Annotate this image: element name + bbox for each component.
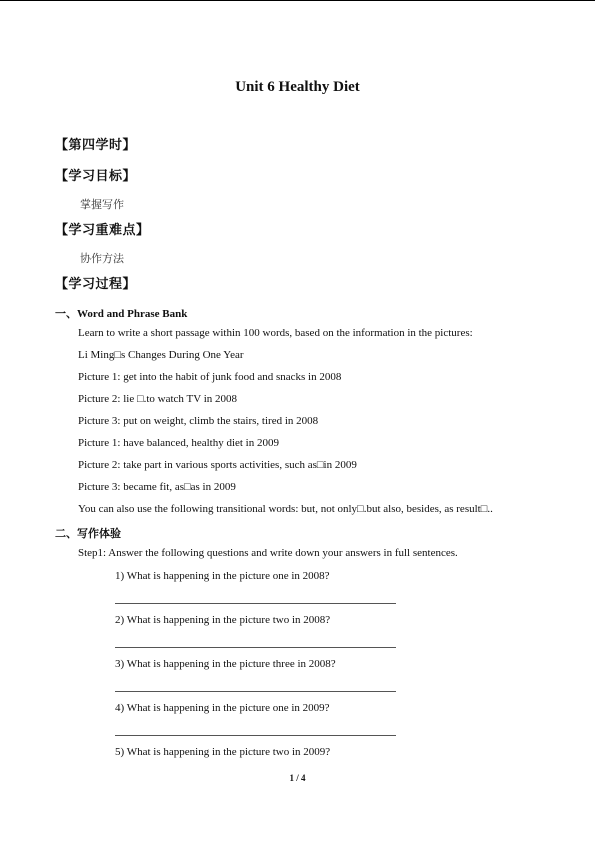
bank-line: Picture 1: have balanced, healthy diet in 2009 [78, 437, 279, 449]
bank-line: Picture 3: became fit, as□as in 2009 [78, 481, 236, 493]
section-word-phrase-bank: 一、Word and Phrase Bank [55, 308, 188, 320]
question: 2) What is happening in the picture two in 2008? [115, 614, 331, 626]
key-points-text: 协作方法 [80, 252, 124, 265]
question: 4) What is happening in the picture one in 2009? [115, 702, 330, 714]
bank-line: Picture 1: get into the habit of junk food and snacks in 2008 [78, 371, 342, 383]
bank-line: Li Ming□s Changes During One Year [78, 349, 244, 361]
heading-learning-process: 【学习过程】 [55, 277, 137, 292]
section-writing-experience: 二、写作体验 [55, 528, 121, 540]
answer-line[interactable] [115, 603, 396, 604]
heading-learning-goal: 【学习目标】 [55, 169, 137, 184]
top-border-rule [0, 0, 595, 1]
bank-line: You can also use the following transitional words: but, not only□.but also, besides, as result□.. [78, 503, 493, 515]
document-title: Unit 6 Healthy Diet [235, 79, 360, 95]
answer-line[interactable] [115, 735, 396, 736]
bank-line: Learn to write a short passage within 100 words, based on the information in the pictures: [78, 327, 473, 339]
question: 1) What is happening in the picture one in 2008? [115, 570, 330, 582]
bank-line: Picture 3: put on weight, climb the stairs, tired in 2008 [78, 415, 319, 427]
step1-instruction: Step1: Answer the following questions and write down your answers in full sentences. [78, 547, 458, 559]
heading-key-points: 【学习重难点】 [55, 223, 150, 238]
heading-period: 【第四学时】 [55, 138, 137, 153]
bank-line: Picture 2: take part in various sports activities, such as□in 2009 [78, 459, 357, 471]
goal-text: 掌握写作 [80, 198, 124, 211]
question: 5) What is happening in the picture two in 2009? [115, 746, 331, 758]
bank-line: Picture 2: lie □.to watch TV in 2008 [78, 393, 237, 405]
page-number: 1 / 4 [289, 773, 306, 783]
answer-line[interactable] [115, 691, 396, 692]
answer-line[interactable] [115, 647, 396, 648]
question: 3) What is happening in the picture three in 2008? [115, 658, 336, 670]
